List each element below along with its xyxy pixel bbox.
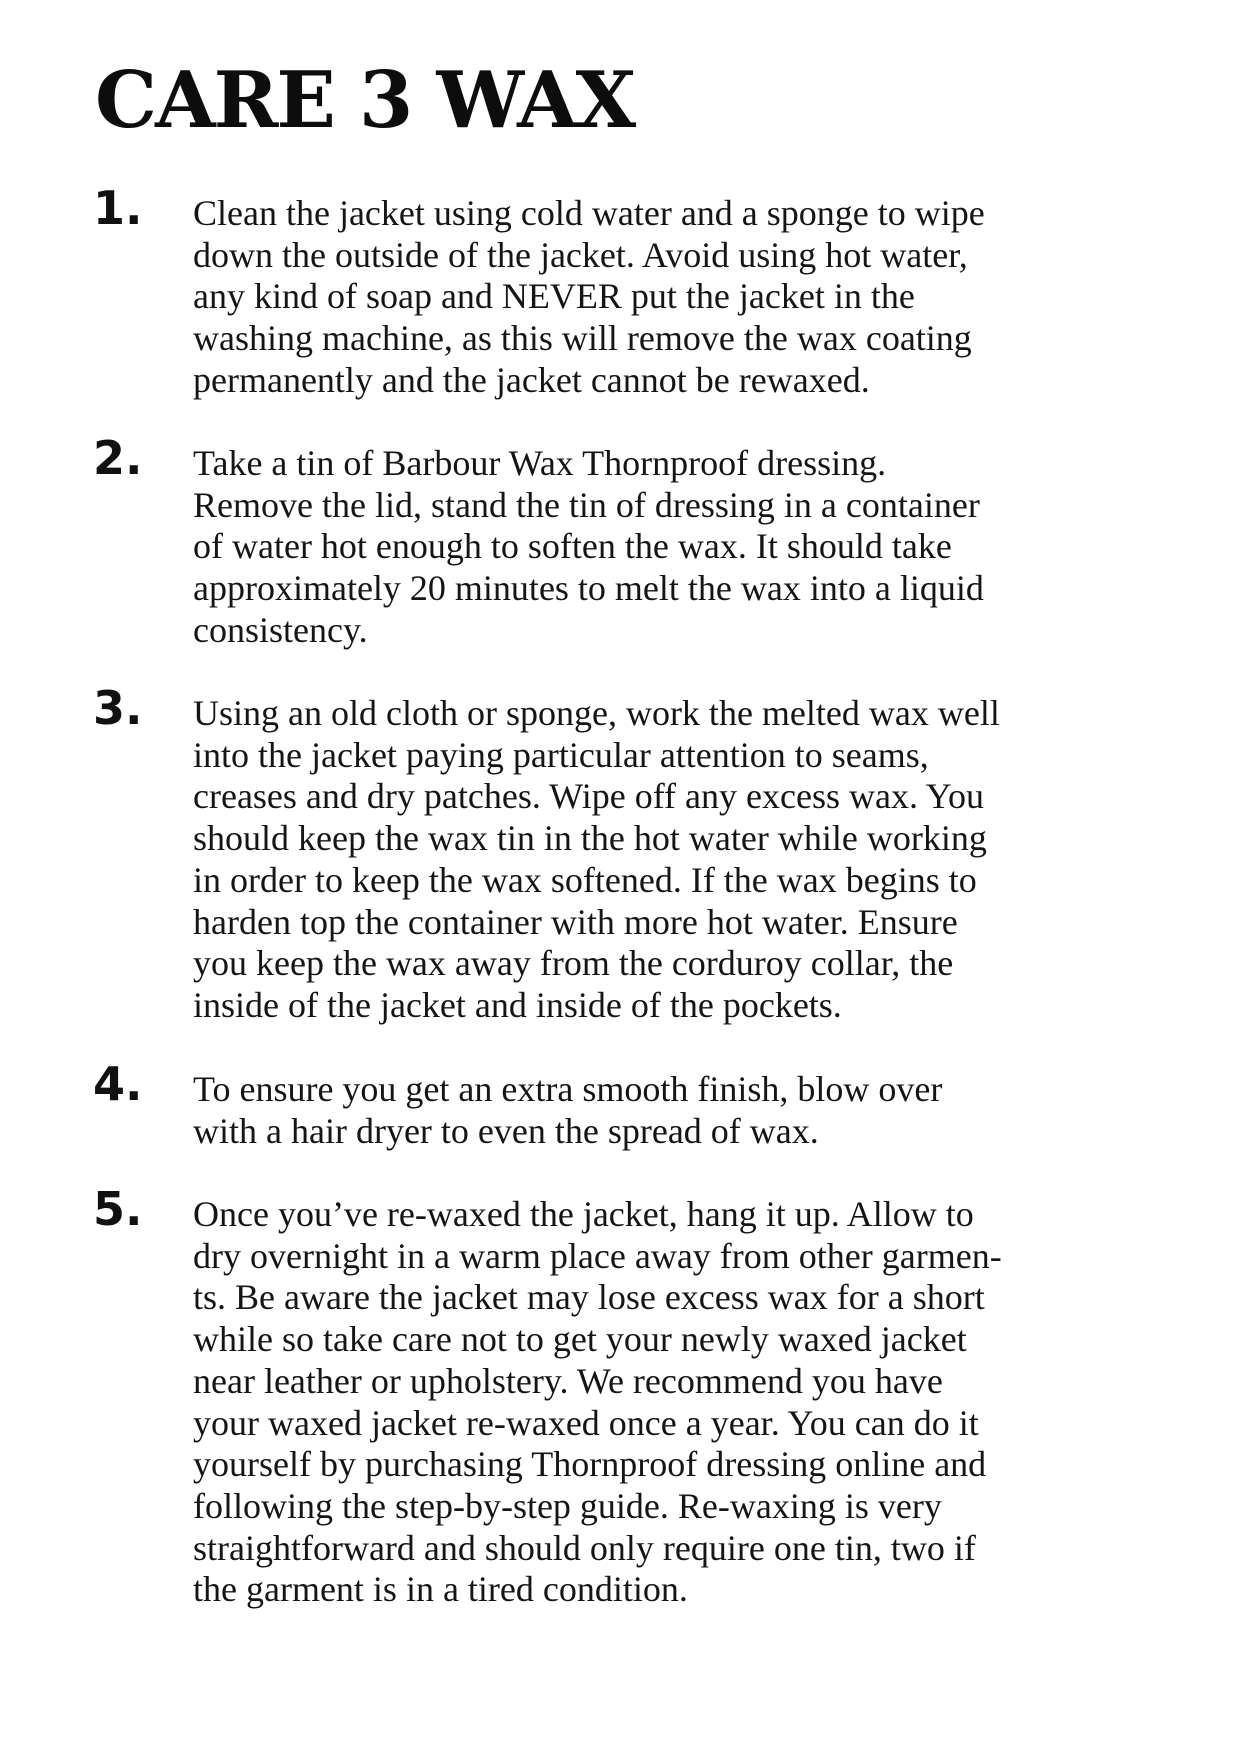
- step-text-line: ts. Be aware the jacket may lose excess wax for a short: [193, 1277, 985, 1318]
- step-text-line: washing machine, as this will remove the wax coating: [193, 318, 972, 359]
- step-number: 2.: [93, 431, 143, 485]
- step-text-line: down the outside of the jacket. Avoid using hot water,: [193, 234, 968, 275]
- step-text-line: harden top the container with more hot water. Ensure: [193, 901, 958, 942]
- step-number: 1.: [93, 181, 143, 235]
- step-text: [193, 193, 1123, 402]
- step-number: 4.: [93, 1057, 143, 1111]
- step-text-line: any kind of soap and NEVER put the jacket in the: [193, 276, 915, 317]
- step-text-line: consistency.: [193, 609, 368, 650]
- step-text-line: permanently and the jacket cannot be rewaxed.: [193, 359, 870, 400]
- step-text-line: Clean the jacket using cold water and a sponge to wipe: [193, 193, 985, 233]
- step-text-line: Using an old cloth or sponge, work the melted wax well: [193, 693, 1000, 733]
- step-text: [193, 1069, 1123, 1152]
- step-text-line: while so take care not to get your newly waxed jacket: [193, 1319, 967, 1360]
- step-text-line: in order to keep the wax softened. If the wax begins to: [193, 859, 977, 900]
- step-text-line: the garment is in a tired condition.: [193, 1569, 688, 1610]
- step-text-line: you keep the wax away from the corduroy collar, the: [193, 943, 954, 984]
- step-text-line: yourself by purchasing Thornproof dressing online and: [193, 1444, 987, 1485]
- step-text-line: Take a tin of Barbour Wax Thornproof dressing.: [193, 443, 887, 483]
- step-text-line: creases and dry patches. Wipe off any excess wax. You: [193, 776, 984, 817]
- step-text-line: near leather or upholstery. We recommend you have: [193, 1360, 943, 1401]
- step-text-line: Once you’ve re-waxed the jacket, hang it up. Allow to: [193, 1194, 974, 1234]
- step-text-line: should keep the wax tin in the hot water while working: [193, 818, 987, 859]
- step-text-line: straightforward and should only require one tin, two if: [193, 1527, 976, 1568]
- step-text-line: dry overnight in a warm place away from other garmen-: [193, 1235, 1002, 1276]
- step-number: 5.: [93, 1182, 143, 1236]
- step-text-line: with a hair dryer to even the spread of wax.: [193, 1110, 819, 1151]
- step-text-line: of water hot enough to soften the wax. It should take: [193, 526, 952, 567]
- step-number: 3.: [93, 681, 143, 735]
- step-text-line: To ensure you get an extra smooth finish, blow over: [193, 1069, 943, 1109]
- step-text-line: Remove the lid, stand the tin of dressing in a container: [193, 484, 980, 525]
- step-text-line: your waxed jacket re-waxed once a year. You can do it: [193, 1402, 979, 1443]
- step-text-line: following the step-by-step guide. Re-waxing is very: [193, 1485, 942, 1526]
- step-text-line: inside of the jacket and inside of the pockets.: [193, 984, 842, 1025]
- step-text-line: into the jacket paying particular attention to seams,: [193, 734, 929, 775]
- step-text: [193, 1194, 1123, 1611]
- step-text: [193, 693, 1123, 1027]
- step-text-line: approximately 20 minutes to melt the wax into a liquid: [193, 568, 984, 609]
- step-text: [193, 443, 1123, 652]
- page-title: CARE 3 WAX: [95, 55, 635, 146]
